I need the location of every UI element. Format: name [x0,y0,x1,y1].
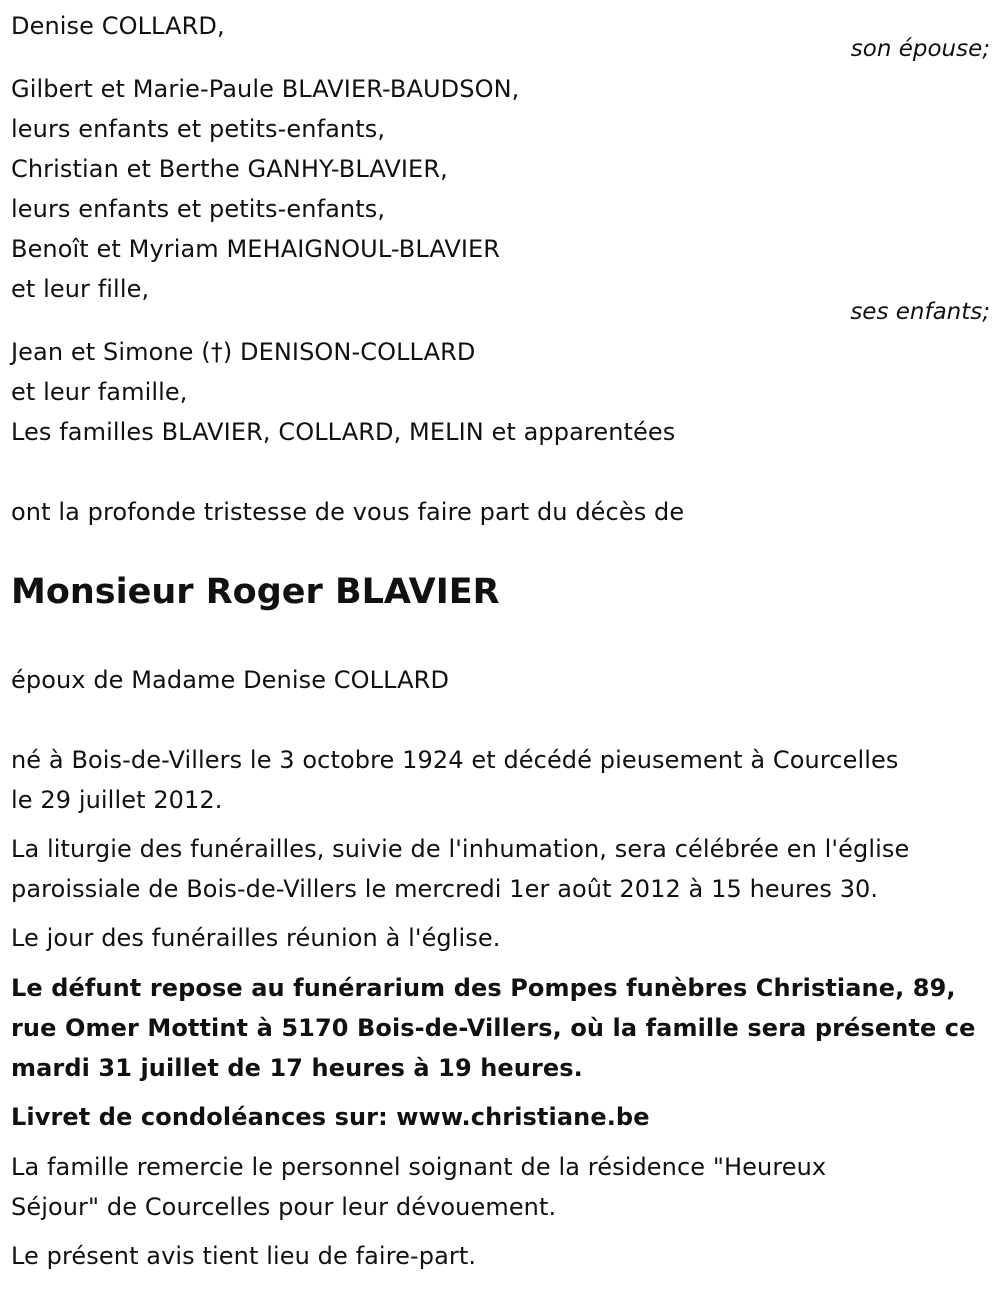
relatives-line: et leur famille, [11,378,188,406]
children-line: Benoît et Myriam MEHAIGNOUL-BLAVIER [11,235,501,263]
thanks-line: Séjour" de Courcelles pour leur dévouement. [11,1193,557,1221]
children-line: leurs enfants et petits-enfants, [11,195,386,223]
birth-death-line: le 29 juillet 2012. [11,786,223,814]
liturgy-line: paroissiale de Bois-de-Villers le mercredi 1er août 2012 à 15 heures 30. [11,875,879,903]
relatives-line: Les familles BLAVIER, COLLARD, MELIN et apparentées [11,418,676,446]
children-line: Gilbert et Marie-Paule BLAVIER-BAUDSON, [11,75,520,103]
funerarium-line: mardi 31 juillet de 17 heures à 19 heures. [11,1054,583,1082]
children-line: Christian et Berthe GANHY-BLAVIER, [11,155,448,183]
relatives-line: Jean et Simone (†) DENISON-COLLARD [11,338,476,366]
deceased-name: Monsieur Roger BLAVIER [11,572,500,612]
funerarium-line: Le défunt repose au funérarium des Pompes funèbres Christiane, 89, [11,974,956,1002]
liturgy-line: La liturgie des funérailles, suivie de l'inhumation, sera célébrée en l'église [11,835,910,863]
closing-text: Le présent avis tient lieu de faire-part. [11,1242,477,1270]
funerarium-line: rue Omer Mottint à 5170 Bois-de-Villers, où la famille sera présente ce [11,1014,976,1042]
reunion-text: Le jour des funérailles réunion à l'église. [11,924,501,952]
birth-death-line: né à Bois-de-Villers le 3 octobre 1924 et décédé pieusement à Courcelles [11,746,899,774]
children-role: ses enfants; [850,299,990,325]
spouse-name: Denise COLLARD, [11,12,225,40]
spouse-of-text: époux de Madame Denise COLLARD [11,666,450,694]
thanks-line: La famille remercie le personnel soignant de la résidence "Heureux [11,1153,827,1181]
spouse-role: son épouse; [850,36,990,62]
children-line: leurs enfants et petits-enfants, [11,115,386,143]
announcement-text: ont la profonde tristesse de vous faire part du décès de [11,498,685,526]
children-line: et leur fille, [11,275,150,303]
condolences-link-text: Livret de condoléances sur: www.christiane.be [11,1103,650,1131]
